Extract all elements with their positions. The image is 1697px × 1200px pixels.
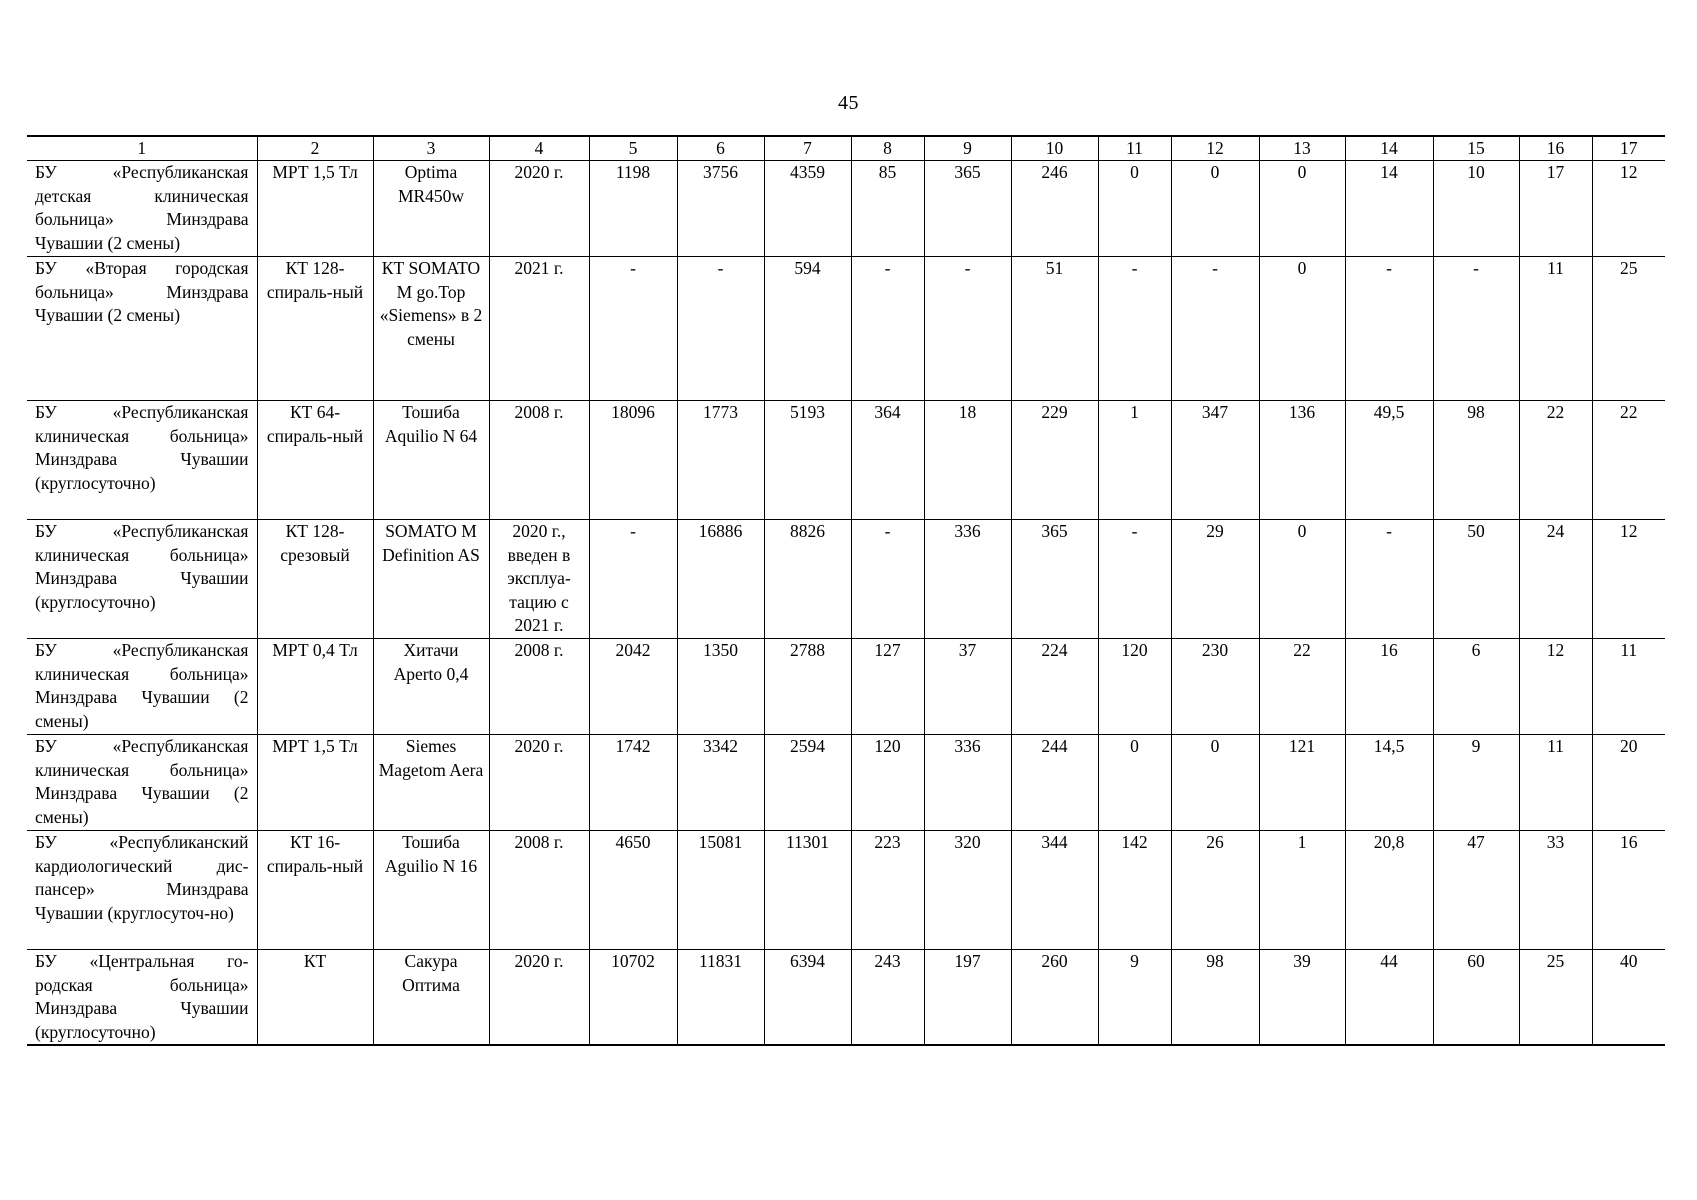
equipment-model-cell: Optima MR450w bbox=[373, 161, 489, 257]
column-header: 7 bbox=[764, 136, 851, 161]
equipment-type-cell: КТ 128-спираль-ный bbox=[257, 257, 373, 401]
value-cell: 5193 bbox=[764, 401, 851, 520]
value-cell: 365 bbox=[1011, 520, 1098, 639]
table-row bbox=[27, 161, 1665, 257]
column-header: 17 bbox=[1592, 136, 1665, 161]
value-cell: 230 bbox=[1171, 639, 1259, 735]
value-cell: 1 bbox=[1259, 831, 1345, 950]
organization-cell: БУ «Республиканская клиническая больница» Минздрава Чувашии (круглосуточно) bbox=[27, 401, 257, 520]
year-cell: 2020 г., введен в эксплуа-тацию с 2021 г. bbox=[489, 520, 589, 639]
organization-cell: БУ «Республиканская клиническая больница» Минздрава Чувашии (2 смены) bbox=[27, 639, 257, 735]
value-cell: 11 bbox=[1519, 257, 1592, 401]
value-cell: 223 bbox=[851, 831, 924, 950]
value-cell: 20 bbox=[1592, 735, 1665, 831]
value-cell: 344 bbox=[1011, 831, 1098, 950]
value-cell: 120 bbox=[1098, 639, 1171, 735]
value-cell: - bbox=[924, 257, 1011, 401]
table-row bbox=[27, 520, 1665, 639]
page-number: 45 bbox=[838, 92, 859, 114]
value-cell: 121 bbox=[1259, 735, 1345, 831]
table-row bbox=[27, 639, 1665, 735]
value-cell: 51 bbox=[1011, 257, 1098, 401]
value-cell: 26 bbox=[1171, 831, 1259, 950]
value-cell: - bbox=[851, 520, 924, 639]
equipment-type-cell: МРТ 0,4 Тл bbox=[257, 639, 373, 735]
value-cell: 3342 bbox=[677, 735, 764, 831]
equipment-model-cell: Сакура Оптима bbox=[373, 950, 489, 1046]
value-cell: 14 bbox=[1345, 161, 1433, 257]
equipment-type-cell: КТ 64-спираль-ный bbox=[257, 401, 373, 520]
column-header: 4 bbox=[489, 136, 589, 161]
value-cell: 4650 bbox=[589, 831, 677, 950]
column-header: 1 bbox=[27, 136, 257, 161]
value-cell: 85 bbox=[851, 161, 924, 257]
value-cell: 336 bbox=[924, 520, 1011, 639]
value-cell: 0 bbox=[1259, 520, 1345, 639]
value-cell: 0 bbox=[1098, 161, 1171, 257]
value-cell: 120 bbox=[851, 735, 924, 831]
equipment-type-cell: КТ 16-спираль-ный bbox=[257, 831, 373, 950]
value-cell: 243 bbox=[851, 950, 924, 1046]
value-cell: 197 bbox=[924, 950, 1011, 1046]
value-cell: 6394 bbox=[764, 950, 851, 1046]
value-cell: 229 bbox=[1011, 401, 1098, 520]
value-cell: - bbox=[851, 257, 924, 401]
value-cell: - bbox=[1171, 257, 1259, 401]
value-cell: 44 bbox=[1345, 950, 1433, 1046]
value-cell: 336 bbox=[924, 735, 1011, 831]
value-cell: 12 bbox=[1592, 520, 1665, 639]
value-cell: 224 bbox=[1011, 639, 1098, 735]
value-cell: 10702 bbox=[589, 950, 677, 1046]
table-row bbox=[27, 735, 1665, 831]
value-cell: - bbox=[1098, 257, 1171, 401]
value-cell: 9 bbox=[1098, 950, 1171, 1046]
column-header: 15 bbox=[1433, 136, 1519, 161]
organization-cell: БУ «Вторая городская больница» Минздрава Чувашии (2 смены) bbox=[27, 257, 257, 401]
value-cell: 11 bbox=[1519, 735, 1592, 831]
data-table bbox=[27, 135, 1665, 1046]
column-header: 6 bbox=[677, 136, 764, 161]
organization-cell: БУ «Республиканский кардиологический дис-пансер» Минздрава Чувашии (круглосуточ-но) bbox=[27, 831, 257, 950]
value-cell: 20,8 bbox=[1345, 831, 1433, 950]
value-cell: 142 bbox=[1098, 831, 1171, 950]
value-cell: 6 bbox=[1433, 639, 1519, 735]
column-header: 12 bbox=[1171, 136, 1259, 161]
organization-cell: БУ «Центральная го-родская больница» Минздрава Чувашии (круглосуточно) bbox=[27, 950, 257, 1046]
value-cell: 127 bbox=[851, 639, 924, 735]
table-row bbox=[27, 257, 1665, 401]
equipment-model-cell: Siemes Magetom Aera bbox=[373, 735, 489, 831]
value-cell: 22 bbox=[1259, 639, 1345, 735]
value-cell: - bbox=[1345, 520, 1433, 639]
year-cell: 2021 г. bbox=[489, 257, 589, 401]
column-header: 5 bbox=[589, 136, 677, 161]
value-cell: 25 bbox=[1592, 257, 1665, 401]
value-cell: 47 bbox=[1433, 831, 1519, 950]
value-cell: 0 bbox=[1171, 735, 1259, 831]
value-cell: 0 bbox=[1259, 161, 1345, 257]
value-cell: 39 bbox=[1259, 950, 1345, 1046]
value-cell: 16 bbox=[1345, 639, 1433, 735]
value-cell: 11 bbox=[1592, 639, 1665, 735]
value-cell: 2042 bbox=[589, 639, 677, 735]
value-cell: 347 bbox=[1171, 401, 1259, 520]
value-cell: 4359 bbox=[764, 161, 851, 257]
value-cell: 3756 bbox=[677, 161, 764, 257]
value-cell: 1350 bbox=[677, 639, 764, 735]
organization-cell: БУ «Республиканская детская клиническая больница» Минздрава Чувашии (2 смены) bbox=[27, 161, 257, 257]
column-header: 14 bbox=[1345, 136, 1433, 161]
value-cell: 244 bbox=[1011, 735, 1098, 831]
value-cell: - bbox=[1433, 257, 1519, 401]
equipment-model-cell: Хитачи Aperto 0,4 bbox=[373, 639, 489, 735]
column-header: 9 bbox=[924, 136, 1011, 161]
value-cell: 9 bbox=[1433, 735, 1519, 831]
value-cell: 25 bbox=[1519, 950, 1592, 1046]
value-cell: 10 bbox=[1433, 161, 1519, 257]
value-cell: 15081 bbox=[677, 831, 764, 950]
value-cell: 1 bbox=[1098, 401, 1171, 520]
value-cell: 14,5 bbox=[1345, 735, 1433, 831]
value-cell: 136 bbox=[1259, 401, 1345, 520]
year-cell: 2020 г. bbox=[489, 950, 589, 1046]
value-cell: 16886 bbox=[677, 520, 764, 639]
organization-cell: БУ «Республиканская клиническая больница» Минздрава Чувашии (круглосуточно) bbox=[27, 520, 257, 639]
value-cell: 1773 bbox=[677, 401, 764, 520]
value-cell: 12 bbox=[1519, 639, 1592, 735]
value-cell: 0 bbox=[1171, 161, 1259, 257]
value-cell: 0 bbox=[1098, 735, 1171, 831]
value-cell: 246 bbox=[1011, 161, 1098, 257]
header-row bbox=[27, 136, 1665, 161]
value-cell: 364 bbox=[851, 401, 924, 520]
equipment-model-cell: Тошиба Aquilio N 64 bbox=[373, 401, 489, 520]
organization-cell: БУ «Республиканская клиническая больница» Минздрава Чувашии (2 смены) bbox=[27, 735, 257, 831]
value-cell: 320 bbox=[924, 831, 1011, 950]
column-header: 3 bbox=[373, 136, 489, 161]
value-cell: 16 bbox=[1592, 831, 1665, 950]
column-header: 8 bbox=[851, 136, 924, 161]
value-cell: 594 bbox=[764, 257, 851, 401]
value-cell: 22 bbox=[1519, 401, 1592, 520]
column-header: 10 bbox=[1011, 136, 1098, 161]
value-cell: 49,5 bbox=[1345, 401, 1433, 520]
column-header: 2 bbox=[257, 136, 373, 161]
value-cell: - bbox=[589, 520, 677, 639]
value-cell: 11831 bbox=[677, 950, 764, 1046]
year-cell: 2008 г. bbox=[489, 831, 589, 950]
value-cell: - bbox=[677, 257, 764, 401]
table-row bbox=[27, 831, 1665, 950]
value-cell: 1198 bbox=[589, 161, 677, 257]
value-cell: 22 bbox=[1592, 401, 1665, 520]
value-cell: 29 bbox=[1171, 520, 1259, 639]
value-cell: 12 bbox=[1592, 161, 1665, 257]
value-cell: 24 bbox=[1519, 520, 1592, 639]
year-cell: 2008 г. bbox=[489, 401, 589, 520]
value-cell: 2788 bbox=[764, 639, 851, 735]
value-cell: 0 bbox=[1259, 257, 1345, 401]
value-cell: - bbox=[1345, 257, 1433, 401]
value-cell: 18096 bbox=[589, 401, 677, 520]
value-cell: 37 bbox=[924, 639, 1011, 735]
value-cell: 98 bbox=[1171, 950, 1259, 1046]
column-header: 16 bbox=[1519, 136, 1592, 161]
value-cell: 33 bbox=[1519, 831, 1592, 950]
equipment-type-cell: МРТ 1,5 Тл bbox=[257, 735, 373, 831]
value-cell: 18 bbox=[924, 401, 1011, 520]
year-cell: 2020 г. bbox=[489, 161, 589, 257]
equipment-model-cell: Тошиба Aguilio N 16 bbox=[373, 831, 489, 950]
value-cell: - bbox=[1098, 520, 1171, 639]
equipment-model-cell: SOMATO M Definition AS bbox=[373, 520, 489, 639]
value-cell: 50 bbox=[1433, 520, 1519, 639]
value-cell: 365 bbox=[924, 161, 1011, 257]
value-cell: 11301 bbox=[764, 831, 851, 950]
value-cell: 60 bbox=[1433, 950, 1519, 1046]
table-row bbox=[27, 401, 1665, 520]
value-cell: - bbox=[589, 257, 677, 401]
equipment-type-cell: МРТ 1,5 Тл bbox=[257, 161, 373, 257]
year-cell: 2008 г. bbox=[489, 639, 589, 735]
year-cell: 2020 г. bbox=[489, 735, 589, 831]
value-cell: 1742 bbox=[589, 735, 677, 831]
table-row bbox=[27, 950, 1665, 1046]
value-cell: 40 bbox=[1592, 950, 1665, 1046]
column-header: 13 bbox=[1259, 136, 1345, 161]
equipment-model-cell: КТ SOMATO M go.Top «Siemens» в 2 смены bbox=[373, 257, 489, 401]
equipment-type-cell: КТ bbox=[257, 950, 373, 1046]
equipment-type-cell: КТ 128-срезовый bbox=[257, 520, 373, 639]
value-cell: 8826 bbox=[764, 520, 851, 639]
column-header: 11 bbox=[1098, 136, 1171, 161]
value-cell: 260 bbox=[1011, 950, 1098, 1046]
value-cell: 98 bbox=[1433, 401, 1519, 520]
value-cell: 17 bbox=[1519, 161, 1592, 257]
value-cell: 2594 bbox=[764, 735, 851, 831]
